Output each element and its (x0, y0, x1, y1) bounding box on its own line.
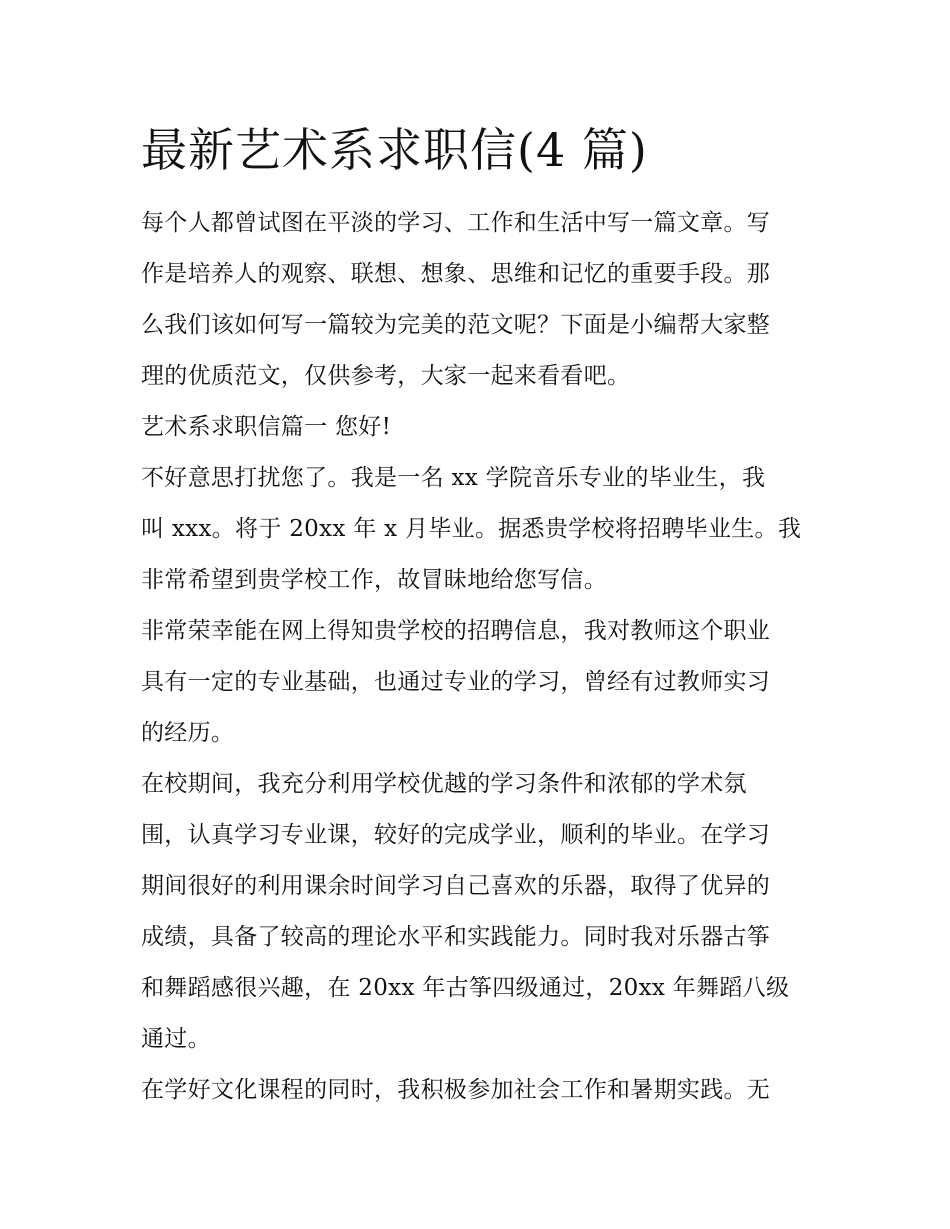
text-line: 的经历。 (141, 720, 235, 746)
text-line: 和舞蹈感很兴趣，在 20xx 年古筝四级通过，20xx 年舞蹈八级 (141, 975, 790, 1001)
document-title: 最新艺术系求职信(4 篇) (141, 123, 648, 177)
text-line: 非常荣幸能在网上得知贵学校的招聘信息，我对教师这个职业 (141, 618, 771, 644)
text-line: 在校期间，我充分利用学校优越的学习条件和浓郁的学术氛 (141, 771, 747, 797)
text-line: 作是培养人的观察、联想、想象、思维和记忆的重要手段。那 (141, 261, 771, 287)
text-line: 不好意思打扰您了。我是一名 xx 学院音乐专业的毕业生，我 (141, 465, 766, 491)
text-line: 理的优质范文，仅供参考，大家一起来看看吧。 (141, 363, 631, 389)
document-page (141, 112, 817, 1116)
paragraph-education (141, 759, 817, 1065)
text-line: 围，认真学习专业课，较好的完成学业，顺利的毕业。在学习 (141, 822, 771, 848)
text-line: 每个人都曾试图在平淡的学习、工作和生活中写一篇文章。写 (141, 210, 771, 236)
text-line: 成绩，具备了较高的理论水平和实践能力。同时我对乐器古筝 (141, 924, 771, 950)
paragraph-motivation (141, 606, 817, 759)
text-line: 么我们该如何写一篇较为完美的范文呢？下面是小编帮大家整 (141, 312, 771, 338)
paragraph-intro (141, 198, 817, 402)
text-line: 通过。 (141, 1026, 211, 1052)
text-line: 具有一定的专业基础，也通过专业的学习，曾经有过教师实习 (141, 669, 771, 695)
text-line: 艺术系求职信篇一 您好! (141, 414, 392, 440)
paragraph-activities (141, 1065, 817, 1116)
text-line: 期间很好的利用课余时间学习自己喜欢的乐器，取得了优异的 (141, 873, 771, 899)
text-line: 叫 xxx。将于 20xx 年 x 月毕业。据悉贵学校将招聘毕业生。我 (141, 516, 802, 542)
section-heading (141, 402, 817, 453)
paragraph-greeting (141, 453, 817, 606)
text-line: 在学好文化课程的同时，我积极参加社会工作和暑期实践。无 (141, 1077, 771, 1103)
text-line: 非常希望到贵学校工作，故冒昧地给您写信。 (141, 567, 607, 593)
